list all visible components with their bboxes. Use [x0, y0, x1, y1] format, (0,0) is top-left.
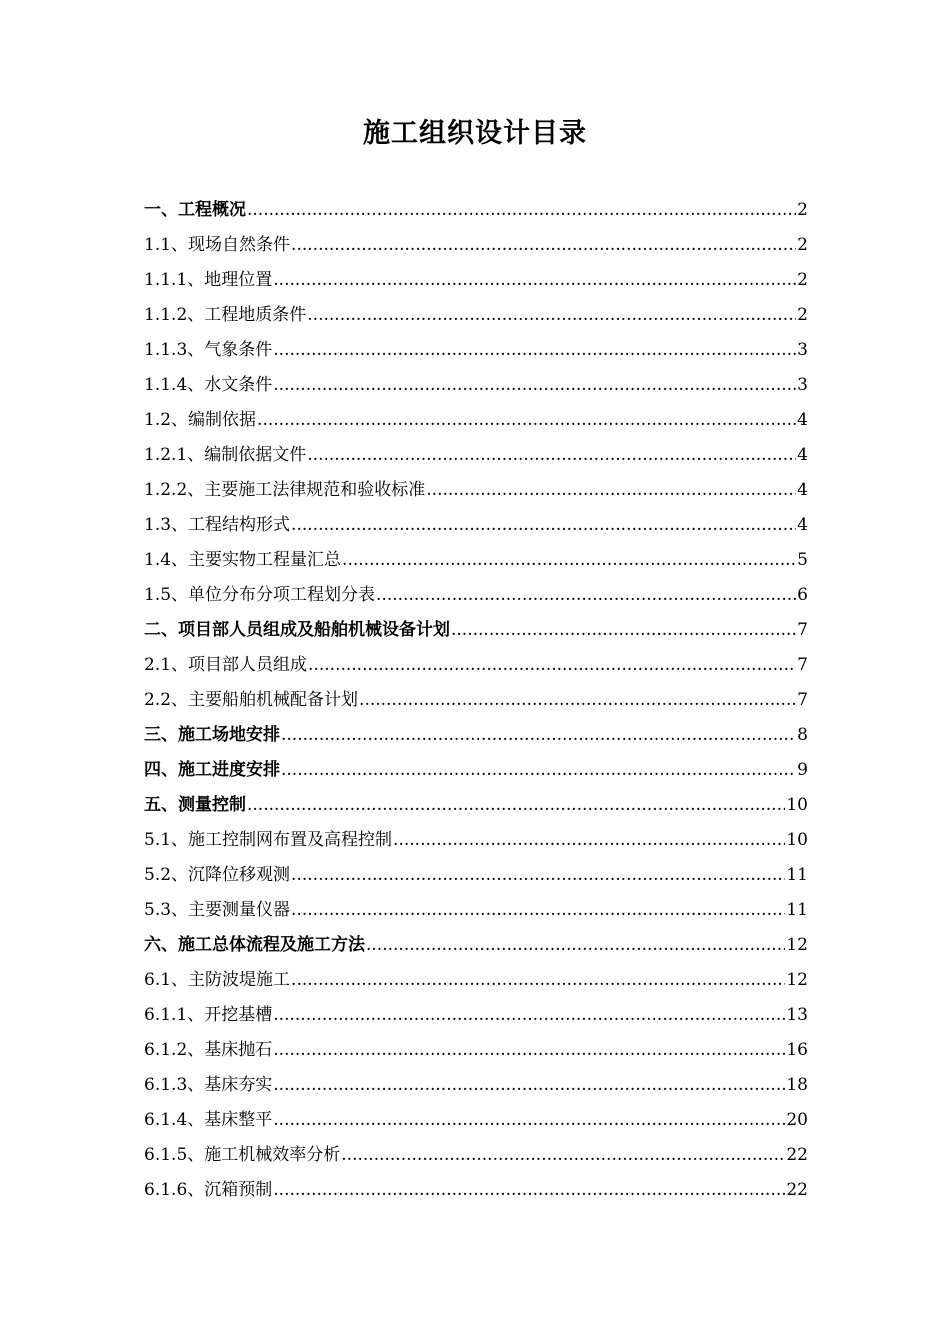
toc-entry-page-number: 20	[786, 1110, 808, 1130]
toc-entry-title: 1.1、现场自然条件	[144, 235, 291, 255]
toc-entry-page-number: 7	[797, 620, 808, 640]
toc-entry[interactable]	[144, 893, 808, 928]
toc-entry-title: 五、测量控制	[144, 795, 246, 815]
toc-dot-leader	[341, 1138, 785, 1173]
toc-dot-leader	[291, 858, 785, 893]
toc-entry-page-number: 12	[786, 970, 808, 990]
toc-entry-title: 6.1.5、施工机械效率分析	[144, 1145, 341, 1165]
toc-entry-page-number: 22	[786, 1180, 808, 1200]
toc-entry[interactable]	[144, 1138, 808, 1173]
toc-entry-title: 1.2.1、编制依据文件	[144, 445, 307, 465]
toc-entry-page-number: 4	[797, 515, 808, 535]
toc-dot-leader	[257, 403, 796, 438]
toc-entry-title: 1.1.4、水文条件	[144, 375, 273, 395]
toc-entry[interactable]	[144, 928, 808, 963]
toc-dot-leader	[393, 823, 785, 858]
toc-dot-leader	[342, 543, 796, 578]
toc-entry-page-number: 11	[786, 865, 808, 885]
toc-entry[interactable]	[144, 193, 808, 228]
toc-dot-leader	[291, 508, 796, 543]
toc-entry[interactable]	[144, 263, 808, 298]
toc-dot-leader	[426, 473, 796, 508]
toc-entry[interactable]	[144, 683, 808, 718]
toc-entry[interactable]	[144, 1033, 808, 1068]
toc-entry-page-number: 3	[797, 375, 808, 395]
toc-entry-title: 一、工程概况	[144, 200, 246, 220]
toc-entry-page-number: 22	[786, 1145, 808, 1165]
toc-entry-title: 1.1.2、工程地质条件	[144, 305, 307, 325]
toc-entry-title: 1.1.1、地理位置	[144, 270, 273, 290]
toc-dot-leader	[273, 333, 796, 368]
toc-entry-title: 6.1.2、基床抛石	[144, 1040, 273, 1060]
toc-entry[interactable]	[144, 963, 808, 998]
toc-entry-page-number: 10	[786, 830, 808, 850]
toc-entry[interactable]	[144, 1103, 808, 1138]
toc-entry-page-number: 6	[797, 585, 808, 605]
toc-entry-title: 2.1、项目部人员组成	[144, 655, 308, 675]
toc-dot-leader	[291, 228, 796, 263]
toc-entry[interactable]	[144, 648, 808, 683]
toc-entry[interactable]	[144, 543, 808, 578]
toc-entry-title: 6.1.6、沉箱预制	[144, 1180, 273, 1200]
toc-dot-leader	[307, 438, 796, 473]
toc-entry[interactable]	[144, 788, 808, 823]
toc-entry[interactable]	[144, 473, 808, 508]
toc-dot-leader	[247, 193, 796, 228]
toc-entry[interactable]	[144, 368, 808, 403]
toc-entry[interactable]	[144, 1068, 808, 1103]
toc-dot-leader	[359, 683, 796, 718]
toc-entry[interactable]	[144, 228, 808, 263]
toc-entry-title: 1.1.3、气象条件	[144, 340, 273, 360]
toc-entry[interactable]	[144, 753, 808, 788]
toc-dot-leader	[273, 263, 796, 298]
toc-dot-leader	[291, 963, 785, 998]
toc-entry-title: 四、施工进度安排	[144, 760, 280, 780]
toc-entry-title: 三、施工场地安排	[144, 725, 280, 745]
toc-entry[interactable]	[144, 613, 808, 648]
toc-dot-leader	[273, 1068, 785, 1103]
toc-entry-page-number: 3	[797, 340, 808, 360]
toc-entry-title: 六、施工总体流程及施工方法	[144, 935, 365, 955]
toc-entry-page-number: 7	[797, 690, 808, 710]
toc-entry-title: 1.5、单位分布分项工程划分表	[144, 585, 376, 605]
toc-entry-page-number: 4	[797, 410, 808, 430]
toc-entry[interactable]	[144, 718, 808, 753]
toc-entry[interactable]	[144, 858, 808, 893]
toc-entry[interactable]	[144, 438, 808, 473]
toc-entry-title: 2.2、主要船舶机械配备计划	[144, 690, 359, 710]
toc-entry-page-number: 2	[797, 270, 808, 290]
toc-dot-leader	[451, 613, 796, 648]
toc-entry-title: 5.2、沉降位移观测	[144, 865, 291, 885]
toc-entry-page-number: 4	[797, 480, 808, 500]
toc-entry[interactable]	[144, 298, 808, 333]
toc-entry-title: 6.1.1、开挖基槽	[144, 1005, 273, 1025]
toc-entry-page-number: 8	[797, 725, 808, 745]
toc-entry-title: 1.2.2、主要施工法律规范和验收标准	[144, 480, 426, 500]
toc-entry-title: 6.1.3、基床夯实	[144, 1075, 273, 1095]
toc-entry[interactable]	[144, 578, 808, 613]
toc-entry-page-number: 13	[786, 1005, 808, 1025]
toc-entry-page-number: 16	[786, 1040, 808, 1060]
toc-dot-leader	[308, 648, 796, 683]
toc-entry[interactable]	[144, 403, 808, 438]
toc-entry-page-number: 11	[786, 900, 808, 920]
toc-dot-leader	[281, 753, 796, 788]
toc-entry-title: 6.1、主防波堤施工	[144, 970, 291, 990]
toc-dot-leader	[281, 718, 796, 753]
toc-entry[interactable]	[144, 823, 808, 858]
toc-entry[interactable]	[144, 998, 808, 1033]
toc-dot-leader	[247, 788, 785, 823]
toc-dot-leader	[307, 298, 796, 333]
toc-entry-page-number: 9	[797, 760, 808, 780]
toc-dot-leader	[273, 998, 785, 1033]
toc-entry-page-number: 2	[797, 305, 808, 325]
toc-entry-page-number: 2	[797, 200, 808, 220]
toc-entry-title: 1.2、编制依据	[144, 410, 257, 430]
toc-entry-title: 5.3、主要测量仪器	[144, 900, 291, 920]
toc-entry-title: 1.4、主要实物工程量汇总	[144, 550, 342, 570]
toc-entry-page-number: 4	[797, 445, 808, 465]
toc-entry-page-number: 5	[797, 550, 808, 570]
toc-entry-title: 5.1、施工控制网布置及高程控制	[144, 830, 393, 850]
toc-entry[interactable]	[144, 333, 808, 368]
toc-dot-leader	[291, 893, 785, 928]
toc-entry-page-number: 18	[786, 1075, 808, 1095]
toc-entry-title: 6.1.4、基床整平	[144, 1110, 273, 1130]
toc-entry[interactable]	[144, 508, 808, 543]
document-title: 施工组织设计目录	[363, 118, 587, 149]
toc-dot-leader	[366, 928, 785, 963]
toc-dot-leader	[273, 368, 796, 403]
toc-entry[interactable]	[144, 1173, 808, 1208]
toc-entry-title: 二、项目部人员组成及船舶机械设备计划	[144, 620, 450, 640]
toc-entry-page-number: 10	[786, 795, 808, 815]
toc-entry-page-number: 12	[786, 935, 808, 955]
table-of-contents	[144, 193, 808, 1208]
toc-dot-leader	[376, 578, 796, 613]
toc-dot-leader	[273, 1033, 785, 1068]
toc-entry-page-number: 7	[797, 655, 808, 675]
toc-dot-leader	[273, 1103, 785, 1138]
toc-entry-page-number: 2	[797, 235, 808, 255]
toc-dot-leader	[273, 1173, 785, 1208]
toc-entry-title: 1.3、工程结构形式	[144, 515, 291, 535]
